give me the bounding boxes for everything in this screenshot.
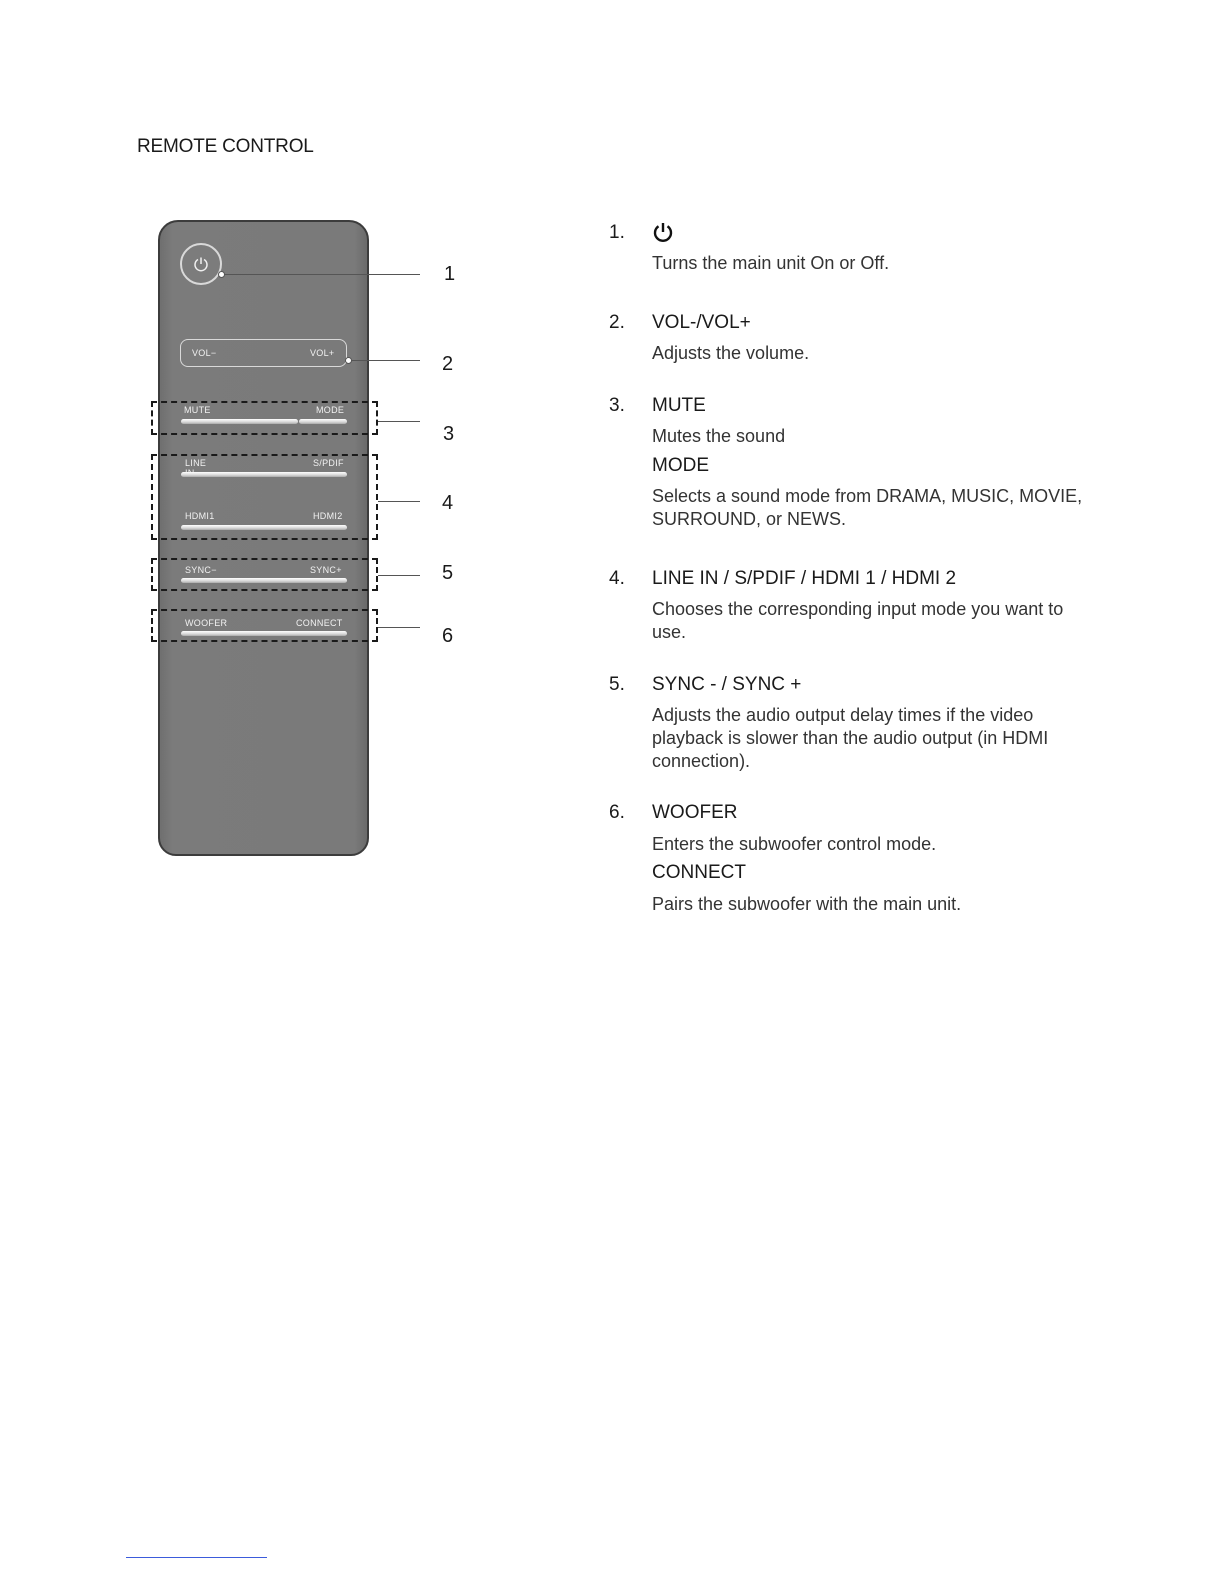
- item-number: 4.: [609, 568, 625, 589]
- item-description: Adjusts the volume.: [652, 343, 810, 363]
- group-box-4: [151, 454, 378, 540]
- item-number: 3.: [609, 395, 625, 416]
- item-description: Pairs the subwoofer with the main unit.: [652, 894, 962, 914]
- callout-5: 5: [442, 562, 454, 584]
- connect-label: CONNECT: [296, 618, 343, 628]
- vol-plus-label: VOL+: [310, 348, 335, 358]
- leader-dot-2: [345, 357, 352, 364]
- callout-1: 1: [444, 263, 456, 285]
- item-subheading: MODE: [652, 455, 709, 476]
- power-icon: [652, 221, 674, 249]
- group-box-5: [151, 558, 378, 591]
- mode-label: MODE: [316, 405, 345, 415]
- item-subheading: CONNECT: [652, 862, 746, 883]
- callout-2: 2: [442, 353, 454, 375]
- item-description: Enters the subwoofer control mode.: [652, 834, 937, 854]
- item-heading: MUTE: [652, 395, 706, 416]
- item-number: 1.: [609, 222, 625, 243]
- callout-4: 4: [442, 492, 454, 514]
- item-description: Selects a sound mode from DRAMA, MUSIC, MOVIE, SURROUND, or NEWS.: [652, 486, 1083, 529]
- callout-3: 3: [443, 423, 455, 445]
- item-heading: WOOFER: [652, 802, 738, 823]
- group-box-6: [151, 609, 378, 642]
- leader-line-3: [378, 421, 420, 422]
- footer-rule: [126, 1557, 267, 1558]
- item-number: 6.: [609, 802, 625, 823]
- vol-minus-label: VOL−: [192, 348, 217, 358]
- line-in-label: LINE: [185, 458, 207, 468]
- hdmi1-label: HDMI1: [185, 511, 215, 521]
- leader-dot-1: [218, 271, 225, 278]
- item-heading: SYNC - / SYNC +: [652, 674, 802, 695]
- spdif-label: S/PDIF: [313, 458, 344, 468]
- page-title: REMOTE CONTROL: [137, 136, 314, 157]
- item-number: 5.: [609, 674, 625, 695]
- power-button: [180, 243, 222, 285]
- item-description: Chooses the corresponding input mode you want to use.: [652, 599, 1064, 642]
- item-description: Turns the main unit On or Off.: [652, 253, 890, 273]
- leader-line-2: [348, 360, 420, 361]
- hdmi2-label: HDMI2: [313, 511, 343, 521]
- leader-line-1: [222, 274, 420, 275]
- sync-plus-label: SYNC+: [310, 565, 342, 575]
- callout-6: 6: [442, 625, 454, 647]
- item-heading: VOL-/VOL+: [652, 312, 751, 333]
- leader-line-4: [378, 501, 420, 502]
- group-box-3: [151, 401, 378, 435]
- leader-line-6: [378, 627, 420, 628]
- mute-label: MUTE: [184, 405, 211, 415]
- woofer-label: WOOFER: [185, 618, 228, 628]
- sync-minus-label: SYNC−: [185, 565, 217, 575]
- item-heading: LINE IN / S/PDIF / HDMI 1 / HDMI 2: [652, 568, 957, 589]
- power-icon: [193, 256, 209, 272]
- item-description: Mutes the sound: [652, 426, 786, 446]
- item-description: Adjusts the audio output delay times if the video playback is slower than the audio output (in HDMI connection).: [652, 705, 1049, 771]
- leader-line-5: [378, 575, 420, 576]
- item-number: 2.: [609, 312, 625, 333]
